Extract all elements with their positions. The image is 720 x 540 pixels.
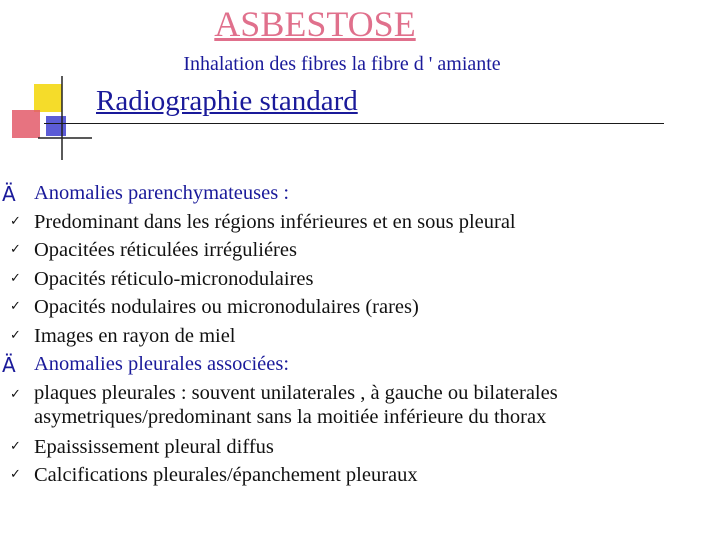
logo-blue-square [46, 116, 66, 136]
list-item [0, 265, 712, 294]
list-item-text: Images en rayon de miel [34, 324, 236, 347]
page-title: ASBESTOSE [214, 4, 416, 44]
checkmark-icon: ✓ [10, 327, 21, 343]
list-item-text: Anomalies pleurales associées: [34, 353, 290, 375]
checkmark-icon: ✓ [10, 299, 21, 314]
list-item [0, 350, 712, 379]
logo-red-square [12, 110, 40, 138]
arrow-bullet-icon: Ä [2, 182, 16, 206]
header-divider [44, 123, 664, 124]
list-item-text: Calcifications pleurales/épanchement pleuraux [34, 464, 418, 486]
list-item [0, 236, 712, 265]
list-item-text: Epaississement pleural diffus [34, 435, 274, 458]
page-subtitle: Inhalation des fibres la fibre d ' amiante [183, 53, 501, 75]
list-item-text: Opacités réticulo-micronodulaires [34, 267, 314, 290]
list-item [0, 379, 712, 433]
list-item [0, 433, 712, 462]
logo-yellow-square [34, 84, 62, 112]
section-heading: Radiographie standard [96, 85, 358, 117]
list-item [0, 179, 712, 208]
checkmark-icon: ✓ [10, 213, 21, 229]
list-item [0, 208, 712, 237]
list-item [0, 322, 712, 351]
checkmark-icon: ✓ [10, 467, 21, 482]
bullet-list [0, 179, 712, 490]
arrow-bullet-icon: Ä [2, 353, 16, 377]
list-item-text: Anomalies parenchymateuses : [34, 182, 290, 204]
list-item [0, 293, 712, 322]
list-item-text: Opacitées réticulées irréguliéres [34, 239, 297, 261]
checkmark-icon: ✓ [10, 438, 21, 454]
checkmark-icon: ✓ [10, 242, 21, 257]
decorative-logo [6, 76, 92, 162]
list-item-text: Opacités nodulaires ou micronodulaires (rares) [34, 296, 419, 318]
checkmark-icon: ✓ [10, 386, 21, 402]
list-item-text: Predominant dans les régions inférieures et en sous pleural [34, 210, 516, 233]
checkmark-icon: ✓ [10, 270, 21, 286]
list-item-text: plaques pleurales : souvent unilaterales , à gauche ou bilaterales asymetriques/predominant sans la moitiée inférieure du thorax [34, 381, 558, 428]
list-item [0, 461, 712, 490]
